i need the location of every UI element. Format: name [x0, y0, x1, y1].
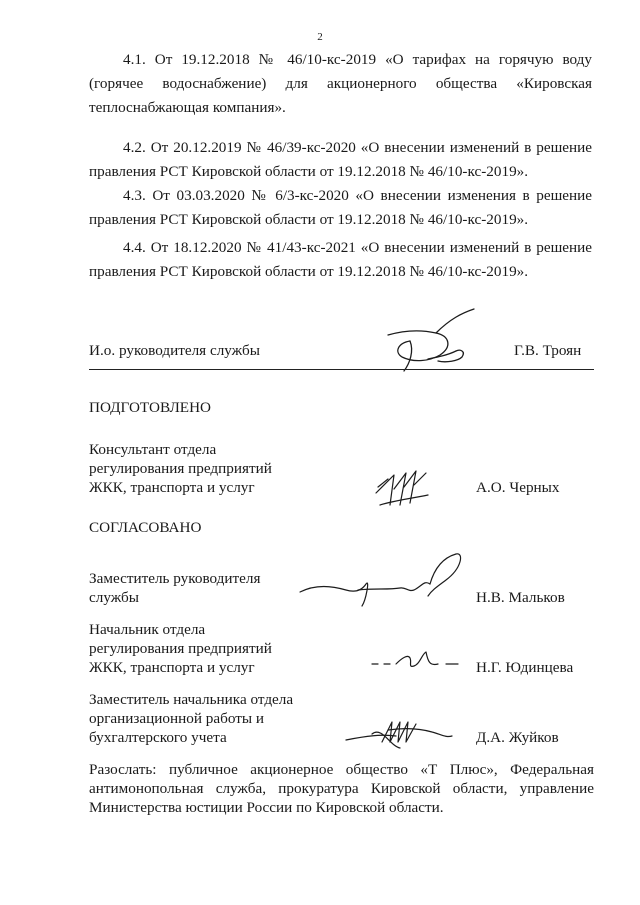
zhuikov-signature-image: [342, 712, 458, 752]
prepared-position-line: регулирования предприятий: [89, 460, 272, 477]
prepared-signature-image: [372, 465, 436, 515]
signer-position-line: службы: [89, 589, 139, 606]
paragraph-4-3: 4.3. От 03.03.2020 № 6/3-кс-2020 «О внесении изменения в решение правления РСТ Кировской области от 19.12.2018 № 46/10-кс-2019».: [89, 187, 592, 228]
signer-position-line: Заместитель руководителя: [89, 570, 261, 587]
malkov-signature-image: [296, 550, 466, 610]
prepared-position-line: ЖКК, транспорта и услуг: [89, 479, 255, 496]
signer-position-line: бухгалтерского учета: [89, 729, 227, 746]
signer-name: Н.Г. Юдинцева: [476, 659, 574, 676]
distribution-list: Разослать: публичное акционерное общество «Т Плюс», Федеральная антимонопольная служба, прокуратура Кировской области, управление Министерства юстиции России по Кировской области.: [89, 761, 594, 816]
prepared-position-line: Консультант отдела: [89, 441, 217, 458]
signer-name: Н.В. Мальков: [476, 589, 565, 606]
paragraph-4-4: 4.4. От 18.12.2020 № 41/43-кс-2021 «О внесении изменений в решение правления РСТ Кировской области от 19.12.2018 № 46/10-кс-2019».: [89, 239, 592, 280]
head-name: Г.В. Троян: [514, 342, 582, 359]
signer-position-line: Заместитель начальника отдела: [89, 691, 294, 708]
page-number: 2: [317, 31, 323, 43]
signer-position-line: Начальник отдела: [89, 621, 206, 638]
head-signature-image: [380, 305, 490, 377]
prepared-name: А.О. Черных: [476, 479, 560, 496]
paragraph-4-2: 4.2. От 20.12.2019 № 46/39-кс-2020 «О внесении изменений в решение правления РСТ Кировской области от 19.12.2018 № 46/10-кс-2019».: [89, 139, 592, 180]
head-position: И.о. руководителя службы: [89, 342, 260, 359]
signer-position-line: регулирования предприятий: [89, 640, 272, 657]
separator-line: [89, 369, 594, 370]
prepared-heading: ПОДГОТОВЛЕНО: [89, 399, 212, 416]
signer-name: Д.А. Жуйков: [476, 729, 559, 746]
paragraph-4-1: 4.1. От 19.12.2018 № 46/10-кс-2019 «О тарифах на горячую воду (горячее водоснабжение) для акционерного общества «Кировская теплоснабжающая компания».: [89, 51, 592, 116]
signer-position-line: ЖКК, транспорта и услуг: [89, 659, 255, 676]
agreed-heading: СОГЛАСОВАНО: [89, 519, 202, 536]
signer-position-line: организационной работы и: [89, 710, 264, 727]
yudintseva-signature-image: [368, 640, 464, 676]
